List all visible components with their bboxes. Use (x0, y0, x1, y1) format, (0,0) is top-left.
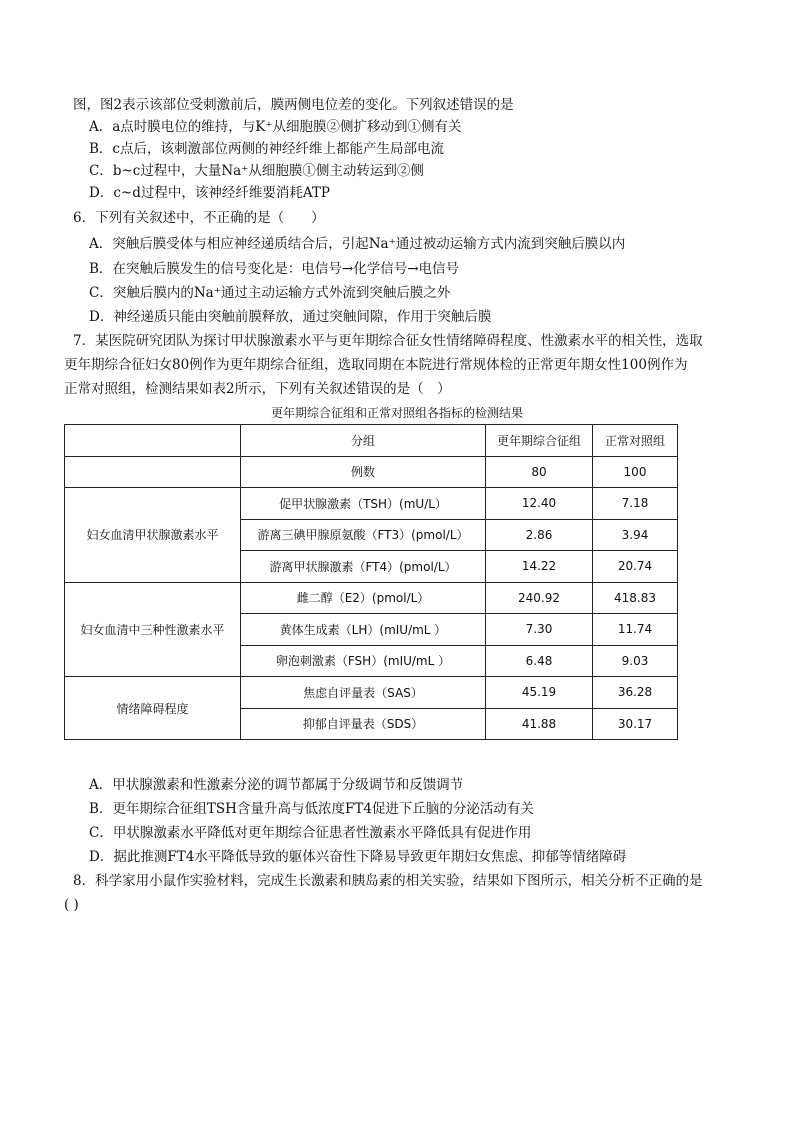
count-control: 100 (593, 456, 678, 488)
row-value-control: 36.28 (593, 677, 678, 709)
q6-option-b: B．在突触后膜发生的信号变化是：电信号→化学信号→电信号 (89, 261, 460, 277)
q7-option-a: A．甲状腺激素和性激素分泌的调节都属于分级调节和反馈调节 (89, 777, 464, 793)
q8-stem-line-1: 8．科学家用小鼠作实验材料，完成生长激素和胰岛素的相关实验，结果如下图所示，相关分析不正确的是 (73, 873, 703, 889)
row-value-menopause: 41.88 (486, 708, 593, 740)
row-value-control: 418.83 (593, 582, 678, 614)
row-label: 黄体生成素（LH）(mIU/mL ） (241, 614, 486, 646)
row-value-control: 30.17 (593, 708, 678, 740)
table-row (65, 582, 678, 614)
row-value-menopause: 45.19 (486, 677, 593, 709)
q6-option-c: C．突触后膜内的Na⁺通过主动运输方式外流到突触后膜之外 (89, 285, 451, 301)
row-label: 卵泡刺激素（FSH）(mIU/mL ） (241, 645, 486, 677)
row-value-control: 11.74 (593, 614, 678, 646)
row-value-control: 3.94 (593, 519, 678, 551)
q7-option-d: D．据此推测FT4水平降低导致的躯体兴奋性下降易导致更年期妇女焦虑、抑郁等情绪障碍 (89, 849, 627, 865)
row-label: 雌二醇（E2）(pmol/L） (241, 582, 486, 614)
row-value-menopause: 12.40 (486, 488, 593, 520)
row-value-menopause: 14.22 (486, 551, 593, 583)
q7-stem-line-2: 更年期综合征妇女80例作为更年期综合征组，选取同期在本院进行常规体检的正常更年期女性100例作为 (64, 357, 688, 373)
q7-option-b: B．更年期综合征组TSH含量升高与低浓度FT4促进下丘脑的分泌活动有关 (89, 801, 534, 817)
header-control-group: 正常对照组 (593, 425, 678, 457)
q6-option-a: A．突触后膜受体与相应神经递质结合后，引起Na⁺通过被动运输方式内流到突触后膜以内 (89, 236, 626, 252)
q8-stem-line-2: ( ) (64, 897, 79, 913)
row-value-control: 20.74 (593, 551, 678, 583)
table-row (65, 488, 678, 520)
table-row (65, 677, 678, 709)
count-empty-cell (65, 456, 241, 488)
row-value-control: 9.03 (593, 645, 678, 677)
table-caption: 更年期综合征组和正常对照组各指标的检测结果 (270, 406, 523, 420)
table-row (65, 456, 678, 488)
row-value-menopause: 2.86 (486, 519, 593, 551)
q7-option-c: C．甲状腺激素水平降低对更年期综合征患者性激素水平降低具有促进作用 (89, 825, 532, 841)
category-thyroid: 妇女血清甲状腺激素水平 (65, 488, 241, 583)
header-group: 分组 (241, 425, 486, 457)
row-label: 抑郁自评量表（SDS） (241, 708, 486, 740)
row-label: 焦虑自评量表（SAS） (241, 677, 486, 709)
q6-option-d: D．神经递质只能由突触前膜释放，通过突触间隙，作用于突触后膜 (89, 309, 492, 325)
q5-option-a: A．a点时膜电位的维持，与K⁺从细胞膜②侧扩移动到①侧有关 (89, 119, 462, 135)
q7-stem-line-3: 正常对照组，检测结果如表2所示，下列有关叙述错误的是（ ） (64, 381, 451, 397)
q5-option-c: C．b~c过程中，大量Na⁺从细胞膜①侧主动转运到②侧 (89, 163, 424, 179)
row-label: 游离甲状腺激素（FT4）(pmol/L） (241, 551, 486, 583)
q7-stem-line-1: 7．某医院研究团队为探讨甲状腺激素水平与更年期综合征女性情绪障碍程度、性激素水平的相关性，选取 (73, 333, 703, 349)
q6-stem: 6．下列有关叙述中，不正确的是（ ） (73, 210, 325, 226)
row-label: 促甲状腺激素（TSH）(mU/L） (241, 488, 486, 520)
header-empty-cell (65, 425, 241, 457)
row-value-menopause: 240.92 (486, 582, 593, 614)
q5-option-b: B．c点后，该刺激部位两侧的神经纤维上都能产生局部电流 (89, 141, 444, 157)
count-menopause: 80 (486, 456, 593, 488)
q5-option-d: D．c~d过程中，该神经纤维要消耗ATP (89, 185, 330, 201)
category-emotion: 情绪障碍程度 (65, 677, 241, 740)
results-table (64, 424, 678, 740)
row-value-control: 7.18 (593, 488, 678, 520)
intro-line: 图，图2表示该部位受刺激前后，膜两侧电位差的变化。下列叙述错误的是 (73, 97, 514, 113)
table-header-row (65, 425, 678, 457)
count-label: 例数 (241, 456, 486, 488)
row-label: 游离三碘甲腺原氨酸（FT3）(pmol/L） (241, 519, 486, 551)
category-sex-hormones: 妇女血清中三种性激素水平 (65, 582, 241, 677)
row-value-menopause: 6.48 (486, 645, 593, 677)
header-menopause-group: 更年期综合征组 (486, 425, 593, 457)
row-value-menopause: 7.30 (486, 614, 593, 646)
